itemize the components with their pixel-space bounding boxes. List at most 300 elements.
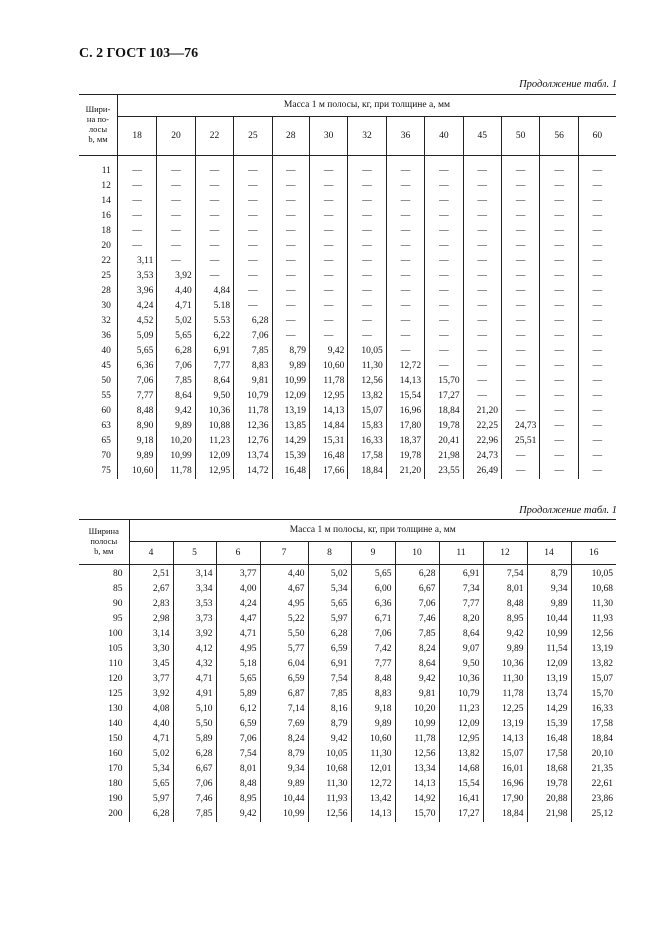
mass-cell: 3,92 <box>129 687 173 702</box>
mass-cell: — <box>386 209 424 224</box>
thickness-header-cell: 56 <box>540 117 578 156</box>
mass-cell: — <box>425 329 463 344</box>
width-cell: 130 <box>108 704 123 714</box>
mass-cell: — <box>578 239 616 254</box>
mass-cell: 5,50 <box>260 627 308 642</box>
mass-cell: 6,59 <box>308 642 351 657</box>
mass-cell: 14,13 <box>309 404 347 419</box>
mass-cell: 8,16 <box>308 702 351 717</box>
mass-cell: 12,25 <box>483 702 527 717</box>
width-cell: 40 <box>101 346 111 356</box>
mass-cell: 10,79 <box>439 687 483 702</box>
mass-cell: — <box>348 156 386 180</box>
mass-cell: — <box>501 269 539 284</box>
mass-cell: 6,59 <box>216 717 260 732</box>
table-row <box>79 747 616 762</box>
mass-cell: 17,58 <box>348 449 386 464</box>
mass-cell: 8,83 <box>351 687 395 702</box>
mass-cell: 4,12 <box>173 642 216 657</box>
mass-cell: 8,95 <box>216 792 260 807</box>
mass-cell: 15,54 <box>439 777 483 792</box>
mass-cell: 10,88 <box>195 419 233 434</box>
mass-cell: 5,89 <box>173 732 216 747</box>
width-cell: 75 <box>101 466 111 476</box>
mass-cell: — <box>540 239 578 254</box>
mass-cell: 10,05 <box>571 565 616 583</box>
mass-cell: 5,22 <box>260 612 308 627</box>
mass-cell: 4,08 <box>129 702 173 717</box>
mass-cell: — <box>386 254 424 269</box>
mass-cell: — <box>463 389 501 404</box>
mass-cell: — <box>425 359 463 374</box>
mass-cell: — <box>540 179 578 194</box>
mass-cell: — <box>195 156 233 180</box>
mass-cell: 7,06 <box>117 374 156 389</box>
mass-cell: 9,42 <box>157 404 195 419</box>
mass-cell: 13,34 <box>395 762 439 777</box>
mass-cell: 7,85 <box>173 807 216 822</box>
mass-cell: 14,13 <box>395 777 439 792</box>
width-header-line: полосы <box>90 536 118 547</box>
thickness-header-cell: 32 <box>348 117 386 156</box>
mass-cell: 26,49 <box>463 464 501 479</box>
mass-cell: — <box>578 329 616 344</box>
mass-cell: 9,81 <box>395 687 439 702</box>
mass-cell: 12,36 <box>234 419 272 434</box>
mass-cell: — <box>501 314 539 329</box>
mass-cell: — <box>425 209 463 224</box>
mass-cell: 21,20 <box>463 404 501 419</box>
mass-cell: 8,79 <box>272 344 309 359</box>
mass-cell: — <box>425 156 463 180</box>
mass-cell: — <box>578 209 616 224</box>
mass-cell: 4,91 <box>173 687 216 702</box>
mass-cell: — <box>425 224 463 239</box>
mass-cell: 6,91 <box>439 565 483 583</box>
mass-header: Масса 1 м полосы, кг, при толщине a, мм <box>129 520 616 542</box>
mass-cell: — <box>348 299 386 314</box>
width-header-line: на по- <box>86 114 109 125</box>
table-row <box>79 419 616 434</box>
mass-cell: 12,72 <box>386 359 424 374</box>
thickness-header-cell: 6 <box>216 542 260 565</box>
mass-cell: 16,48 <box>309 449 347 464</box>
mass-cell: — <box>501 359 539 374</box>
mass-cell: 7,77 <box>439 597 483 612</box>
mass-cell: — <box>540 329 578 344</box>
table-row <box>79 314 616 329</box>
width-cell: 20 <box>101 241 111 251</box>
table-row <box>79 732 616 747</box>
mass-cell: — <box>501 374 539 389</box>
mass-cell: — <box>386 239 424 254</box>
mass-cell: 6,28 <box>173 747 216 762</box>
mass-cell: 17,27 <box>439 807 483 822</box>
mass-cell: 11,78 <box>157 464 195 479</box>
thickness-header-cell: 16 <box>571 542 616 565</box>
mass-cell: 17,80 <box>386 419 424 434</box>
thickness-header-cell: 45 <box>463 117 501 156</box>
mass-cell: 11,30 <box>348 359 386 374</box>
mass-cell: 12,95 <box>309 389 347 404</box>
mass-cell: 16,01 <box>483 762 527 777</box>
mass-cell: — <box>425 344 463 359</box>
thickness-header-cell: 40 <box>425 117 463 156</box>
mass-cell: — <box>157 179 195 194</box>
mass-cell: 12,56 <box>571 627 616 642</box>
mass-cell: 5,65 <box>351 565 395 583</box>
mass-cell: — <box>501 179 539 194</box>
thickness-header-cell: 9 <box>351 542 395 565</box>
mass-cell: — <box>578 464 616 479</box>
mass-cell: 4,95 <box>216 642 260 657</box>
mass-cell: 6,91 <box>195 344 233 359</box>
mass-cell: 15,31 <box>309 434 347 449</box>
width-cell: 36 <box>101 331 111 341</box>
table-body <box>79 565 616 823</box>
thickness-header-cell: 8 <box>308 542 351 565</box>
mass-cell: 6,59 <box>260 672 308 687</box>
mass-cell: — <box>578 344 616 359</box>
mass-cell: 4,40 <box>157 284 195 299</box>
width-cell: 140 <box>108 719 123 729</box>
width-cell: 95 <box>113 614 123 624</box>
mass-cell: 12,09 <box>272 389 309 404</box>
width-cell: 180 <box>108 779 123 789</box>
mass-cell: 5,65 <box>129 777 173 792</box>
mass-cell: 15,07 <box>348 404 386 419</box>
mass-cell: 3,77 <box>216 565 260 583</box>
mass-cell: 25,51 <box>501 434 539 449</box>
thickness-header-cell: 11 <box>439 542 483 565</box>
mass-cell: — <box>272 284 309 299</box>
mass-cell: 7,34 <box>439 582 483 597</box>
mass-cell: — <box>195 179 233 194</box>
mass-cell: 9,07 <box>439 642 483 657</box>
table-row <box>79 374 616 389</box>
table-row <box>79 284 616 299</box>
mass-cell: — <box>501 344 539 359</box>
mass-cell: — <box>309 209 347 224</box>
mass-cell: 5,65 <box>117 344 156 359</box>
mass-cell: 18,84 <box>425 404 463 419</box>
mass-cell: 17,27 <box>425 389 463 404</box>
mass-cell: — <box>386 299 424 314</box>
width-cell: 90 <box>113 599 123 609</box>
width-cell: 150 <box>108 734 123 744</box>
mass-cell: — <box>272 329 309 344</box>
width-cell: 80 <box>113 569 123 579</box>
mass-cell: 14,68 <box>439 762 483 777</box>
mass-cell: 15,83 <box>348 419 386 434</box>
mass-cell: — <box>386 269 424 284</box>
mass-cell: — <box>386 224 424 239</box>
mass-cell: 6,36 <box>351 597 395 612</box>
mass-cell: — <box>309 179 347 194</box>
mass-cell: 4,00 <box>216 582 260 597</box>
mass-cell: — <box>578 156 616 180</box>
mass-cell: 7,14 <box>260 702 308 717</box>
table-row <box>79 792 616 807</box>
mass-cell: — <box>386 329 424 344</box>
width-cell: 120 <box>108 674 123 684</box>
mass-cell: 7,06 <box>157 359 195 374</box>
mass-cell: — <box>195 254 233 269</box>
mass-cell: — <box>272 224 309 239</box>
mass-cell: — <box>272 239 309 254</box>
mass-cell: 6,71 <box>351 612 395 627</box>
mass-cell: 10,36 <box>195 404 233 419</box>
mass-cell: 5,89 <box>216 687 260 702</box>
mass-cell: — <box>425 194 463 209</box>
mass-cell: 13,82 <box>439 747 483 762</box>
mass-cell: 13,42 <box>351 792 395 807</box>
mass-cell: — <box>309 194 347 209</box>
mass-cell: — <box>425 254 463 269</box>
page-header: С. 2 ГОСТ 103—76 <box>79 46 199 61</box>
table-row <box>79 464 616 479</box>
mass-cell: 5,77 <box>260 642 308 657</box>
mass-cell: 3,14 <box>173 565 216 583</box>
mass-cell: 24,73 <box>501 419 539 434</box>
mass-cell: 13,85 <box>272 419 309 434</box>
mass-cell: 11,30 <box>483 672 527 687</box>
thickness-header-cell: 20 <box>157 117 195 156</box>
mass-cell: 14,29 <box>527 702 571 717</box>
mass-cell: 7,42 <box>351 642 395 657</box>
table-row <box>79 344 616 359</box>
table-row <box>79 717 616 732</box>
mass-cell: — <box>272 209 309 224</box>
mass-cell: 5.53 <box>195 314 233 329</box>
mass-cell: 9,42 <box>483 627 527 642</box>
mass-cell: 10,60 <box>351 732 395 747</box>
mass-cell: 11,78 <box>234 404 272 419</box>
mass-cell: 23,55 <box>425 464 463 479</box>
mass-cell: 17,58 <box>527 747 571 762</box>
mass-cell: 8,79 <box>308 717 351 732</box>
mass-cell: — <box>540 464 578 479</box>
mass-cell: 21,35 <box>571 762 616 777</box>
mass-cell: 18,37 <box>386 434 424 449</box>
mass-cell: 11,30 <box>571 597 616 612</box>
mass-cell: 6,67 <box>395 582 439 597</box>
mass-cell: — <box>117 239 156 254</box>
mass-cell: 8,48 <box>117 404 156 419</box>
mass-cell: 8,83 <box>234 359 272 374</box>
mass-cell: — <box>309 254 347 269</box>
mass-cell: 7,06 <box>351 627 395 642</box>
mass-cell: 8,79 <box>527 565 571 583</box>
mass-cell: — <box>578 179 616 194</box>
mass-cell: 7,06 <box>173 777 216 792</box>
width-cell: 32 <box>101 316 111 326</box>
mass-cell: — <box>234 194 272 209</box>
mass-cell: 6,28 <box>234 314 272 329</box>
mass-cell: — <box>348 329 386 344</box>
mass-cell: 9,81 <box>234 374 272 389</box>
mass-cell: 9,89 <box>272 359 309 374</box>
mass-cell: 5,97 <box>308 612 351 627</box>
table-row <box>79 224 616 239</box>
mass-cell: — <box>463 156 501 180</box>
mass-cell: — <box>578 389 616 404</box>
mass-cell: 15,70 <box>395 807 439 822</box>
mass-cell: 14,13 <box>483 732 527 747</box>
width-column-header <box>79 95 117 156</box>
width-cell: 12 <box>101 181 111 191</box>
table-row <box>79 299 616 314</box>
table-row <box>79 762 616 777</box>
mass-cell: — <box>425 269 463 284</box>
mass-cell: 4,71 <box>157 299 195 314</box>
mass-cell: 12,09 <box>439 717 483 732</box>
mass-cell: 7,06 <box>395 597 439 612</box>
mass-cell: 14,72 <box>234 464 272 479</box>
mass-cell: 8,01 <box>483 582 527 597</box>
mass-cell: 19,78 <box>425 419 463 434</box>
mass-cell: — <box>117 224 156 239</box>
mass-cell: 15,39 <box>527 717 571 732</box>
mass-cell: 4,84 <box>195 284 233 299</box>
mass-cell: 16,96 <box>386 404 424 419</box>
mass-cell: — <box>578 434 616 449</box>
mass-cell: 5,65 <box>157 329 195 344</box>
mass-cell: — <box>501 389 539 404</box>
mass-cell: — <box>463 314 501 329</box>
table-row <box>79 565 616 583</box>
mass-cell: 9,18 <box>351 702 395 717</box>
mass-cell: 5,10 <box>173 702 216 717</box>
width-header-line: Ширина <box>88 526 119 537</box>
mass-cell: 3,34 <box>173 582 216 597</box>
mass-cell: — <box>540 254 578 269</box>
mass-cell: 10,20 <box>157 434 195 449</box>
width-cell: 45 <box>101 361 111 371</box>
mass-cell: 4,52 <box>117 314 156 329</box>
mass-cell: 5,50 <box>173 717 216 732</box>
mass-cell: — <box>234 299 272 314</box>
mass-cell: — <box>425 284 463 299</box>
mass-cell: — <box>540 269 578 284</box>
mass-cell: 13,19 <box>571 642 616 657</box>
mass-cell: — <box>463 284 501 299</box>
mass-cell: — <box>463 359 501 374</box>
mass-cell: 4,71 <box>173 672 216 687</box>
mass-cell: — <box>157 254 195 269</box>
mass-cell: 5,65 <box>308 597 351 612</box>
mass-cell: 12,95 <box>439 732 483 747</box>
mass-cell: 16,41 <box>439 792 483 807</box>
mass-cell: — <box>501 284 539 299</box>
mass-cell: 16,33 <box>571 702 616 717</box>
mass-cell: 17,90 <box>483 792 527 807</box>
mass-cell: 22,96 <box>463 434 501 449</box>
mass-cell: — <box>272 269 309 284</box>
mass-cell: — <box>272 254 309 269</box>
mass-cell: 9,42 <box>216 807 260 822</box>
mass-cell: 5,34 <box>308 582 351 597</box>
mass-cell: — <box>386 344 424 359</box>
mass-cell: — <box>117 156 156 180</box>
mass-cell: — <box>578 359 616 374</box>
width-cell: 70 <box>101 451 111 461</box>
mass-cell: 15,70 <box>571 687 616 702</box>
thickness-header-cell: 18 <box>117 117 156 156</box>
mass-cell: 7,85 <box>234 344 272 359</box>
table-row <box>79 359 616 374</box>
thickness-header-cell: 5 <box>173 542 216 565</box>
mass-cell: — <box>540 314 578 329</box>
mass-cell: 7,85 <box>395 627 439 642</box>
mass-cell: — <box>348 254 386 269</box>
mass-cell: 10,99 <box>157 449 195 464</box>
mass-cell: — <box>348 224 386 239</box>
width-cell: 200 <box>108 809 123 819</box>
mass-cell: 16,96 <box>483 777 527 792</box>
mass-cell: — <box>234 284 272 299</box>
mass-cell: 14,84 <box>309 419 347 434</box>
mass-cell: — <box>501 329 539 344</box>
table-row <box>79 209 616 224</box>
table-row <box>79 329 616 344</box>
mass-cell: 15,54 <box>386 389 424 404</box>
mass-cell: 9,89 <box>351 717 395 732</box>
mass-cell: 3,92 <box>173 627 216 642</box>
mass-cell: — <box>348 269 386 284</box>
mass-cell: 10,05 <box>308 747 351 762</box>
mass-cell: 13,19 <box>483 717 527 732</box>
mass-cell: — <box>501 209 539 224</box>
mass-cell: 8,01 <box>216 762 260 777</box>
mass-cell: — <box>272 156 309 180</box>
thickness-header-cell: 12 <box>483 542 527 565</box>
mass-cell: 6,00 <box>351 582 395 597</box>
table-row <box>79 672 616 687</box>
mass-cell: 10,60 <box>117 464 156 479</box>
mass-cell: — <box>578 404 616 419</box>
mass-cell: 15,70 <box>425 374 463 389</box>
table1-continuation-note: Продолжение табл. 1 <box>519 79 617 90</box>
mass-cell: — <box>386 314 424 329</box>
mass-cell: — <box>501 254 539 269</box>
table-body <box>79 156 616 480</box>
mass-cell: — <box>463 224 501 239</box>
table2-continuation-note: Продолжение табл. 1 <box>519 505 617 516</box>
mass-cell: 8,48 <box>216 777 260 792</box>
mass-cell: 7,85 <box>157 374 195 389</box>
mass-cell: 4,71 <box>129 732 173 747</box>
mass-cell: — <box>501 156 539 180</box>
mass-cell: 11,78 <box>483 687 527 702</box>
mass-cell: — <box>463 374 501 389</box>
mass-cell: — <box>540 284 578 299</box>
mass-cell: 8,64 <box>157 389 195 404</box>
mass-cell: — <box>309 224 347 239</box>
mass-cell: — <box>540 156 578 180</box>
mass-cell: 17,66 <box>309 464 347 479</box>
mass-cell: 3,30 <box>129 642 173 657</box>
mass-cell: — <box>117 179 156 194</box>
mass-cell: 13,74 <box>234 449 272 464</box>
mass-cell: 18,84 <box>348 464 386 479</box>
mass-table-2 <box>79 519 616 822</box>
mass-cell: 20,10 <box>571 747 616 762</box>
mass-cell: 10,68 <box>571 582 616 597</box>
mass-cell: — <box>386 194 424 209</box>
mass-cell: 5,97 <box>129 792 173 807</box>
thickness-header-cell: 10 <box>395 542 439 565</box>
